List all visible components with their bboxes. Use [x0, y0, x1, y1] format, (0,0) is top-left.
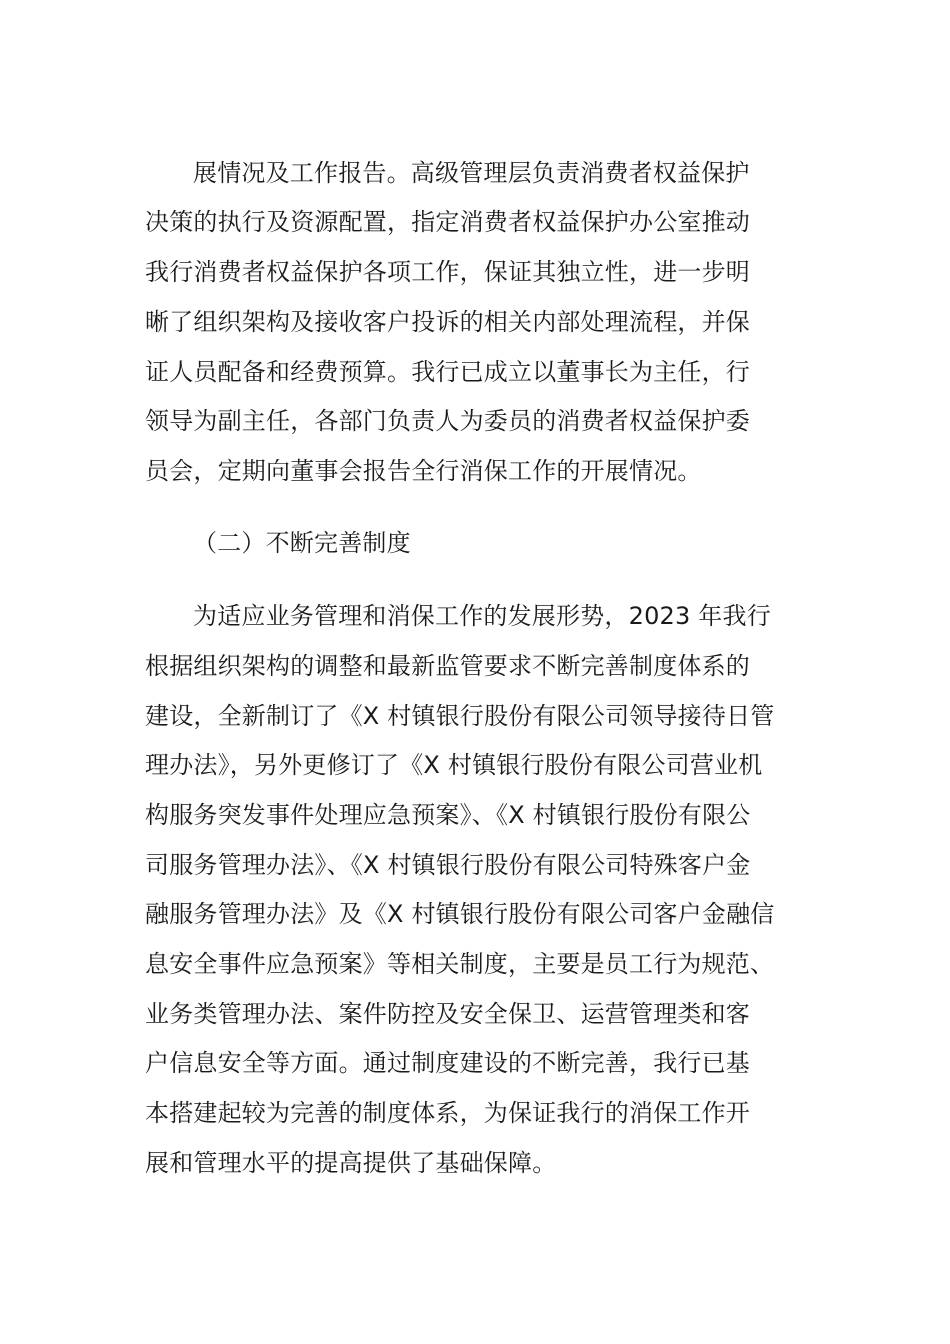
paragraph-1-line-5: 证人员配备和经费预算。我行已成立以董事长为主任，行 — [145, 358, 750, 386]
paragraph-2-line-5: 构服务突发事件处理应急预案》、《X 村镇银行股份有限公 — [145, 801, 751, 829]
paragraph-2-line-4: 理办法》，另外更修订了《X 村镇银行股份有限公司营业机 — [145, 751, 763, 779]
paragraph-2-line-3: 建设，全新制订了《X 村镇银行股份有限公司领导接待日管 — [145, 702, 775, 730]
paragraph-2-line-12: 展和管理水平的提高提供了基础保障。 — [145, 1149, 557, 1177]
paragraph-2-line-10: 户信息安全等方面。通过制度建设的不断完善，我行已基 — [145, 1049, 750, 1077]
paragraph-2-line-7: 融服务管理办法》及《X 村镇银行股份有限公司客户金融信 — [145, 900, 775, 928]
paragraph-2-line-2: 根据组织架构的调整和最新监管要求不断完善制度体系的 — [145, 652, 750, 680]
paragraph-2-line-9: 业务类管理办法、案件防控及安全保卫、运营管理类和客 — [145, 1000, 750, 1028]
paragraph-2-line-8: 息安全事件应急预案》等相关制度，主要是员工行为规范、 — [145, 950, 775, 978]
paragraph-2-line-1: 为适应业务管理和消保工作的发展形势，2023 年我行 — [193, 602, 771, 630]
paragraph-1-line-7: 员会，定期向董事会报告全行消保工作的开展情况。 — [145, 457, 702, 485]
paragraph-1-line-4: 晰了组织架构及接收客户投诉的相关内部处理流程，并保 — [145, 308, 750, 336]
paragraph-1-line-1: 展情况及工作报告。高级管理层负责消费者权益保护 — [193, 159, 750, 187]
paragraph-1-line-3: 我行消费者权益保护各项工作，保证其独立性，进一步明 — [145, 258, 750, 286]
paragraph-1-line-2: 决策的执行及资源配置，指定消费者权益保护办公室推动 — [145, 208, 750, 236]
paragraph-1-line-6: 领导为副主任，各部门负责人为委员的消费者权益保护委 — [145, 407, 750, 435]
section-heading: （二）不断完善制度 — [193, 529, 411, 557]
paragraph-2-line-6: 司服务管理办法》、《X 村镇银行股份有限公司特殊客户金 — [145, 851, 751, 879]
paragraph-2-line-11: 本搭建起较为完善的制度体系，为保证我行的消保工作开 — [145, 1099, 750, 1127]
